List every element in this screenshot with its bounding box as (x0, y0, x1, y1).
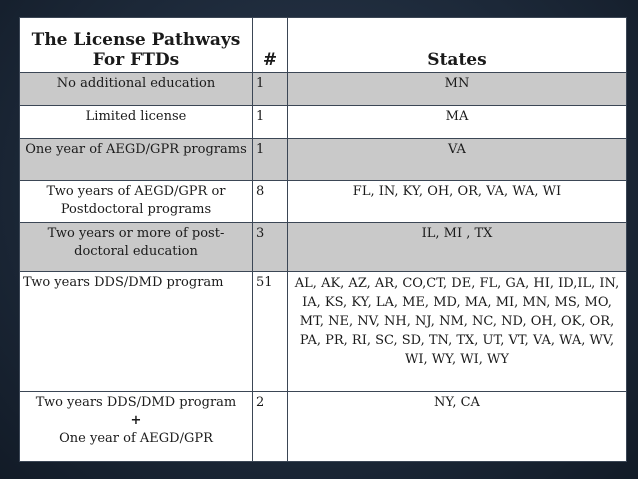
table-row (20, 73, 627, 106)
count-cell: 51 (253, 272, 288, 392)
table-row (20, 106, 627, 139)
count-cell: 1 (253, 73, 288, 106)
count-cell: 1 (253, 106, 288, 139)
count-cell: 2 (253, 392, 288, 462)
pathway-cell: Limited license (20, 106, 253, 139)
pathway-line2: One year of AEGD/GPR (59, 431, 213, 446)
pathway-line1: Two years DDS/DMD program (35, 395, 237, 410)
header-row (20, 18, 627, 73)
header-pathway (20, 18, 253, 73)
states-cell: AL, AK, AZ, AR, CO,CT, DE, FL, GA, HI, ID,IL, IN, IA, KS, KY, LA, ME, MD, MA, MI, MN, MS, MO, MT, NE, NV, NH, NJ, NM, NC, ND, OH, OK, OR, PA, PR, RI, SC, SD, TN, TX, UT, VT, VA, WA, WV, WI, WY, WI, WY (288, 272, 627, 392)
table-row (20, 223, 627, 272)
pathway-cell: No additional education (20, 73, 253, 106)
pathway-cell: One year of AEGD/GPR programs (20, 139, 253, 181)
header-count: # (253, 18, 288, 73)
states-cell: MN (288, 73, 627, 106)
header-states: States (288, 18, 627, 73)
states-cell: FL, IN, KY, OH, OR, VA, WA, WI (288, 181, 627, 223)
pathway-cell: Two years of AEGD/GPR or Postdoctoral programs (20, 181, 253, 223)
states-cell: MA (288, 106, 627, 139)
license-pathways-table (19, 17, 627, 462)
header-pathway-line1: The License Pathways (31, 30, 241, 50)
table-row (20, 139, 627, 181)
table-row (20, 272, 627, 392)
states-cell: VA (288, 139, 627, 181)
count-cell: 8 (253, 181, 288, 223)
pathway-cell: Two years or more of post-doctoral education (20, 223, 253, 272)
pathway-cell: Two years DDS/DMD program (20, 272, 253, 392)
states-cell: IL, MI , TX (288, 223, 627, 272)
count-cell: 1 (253, 139, 288, 181)
plus-sign: + (130, 413, 142, 428)
table-row (20, 392, 627, 462)
table-row (20, 181, 627, 223)
states-cell: NY, CA (288, 392, 627, 462)
count-cell: 3 (253, 223, 288, 272)
pathway-cell (20, 392, 253, 462)
header-pathway-line2: For FTDs (92, 50, 180, 70)
